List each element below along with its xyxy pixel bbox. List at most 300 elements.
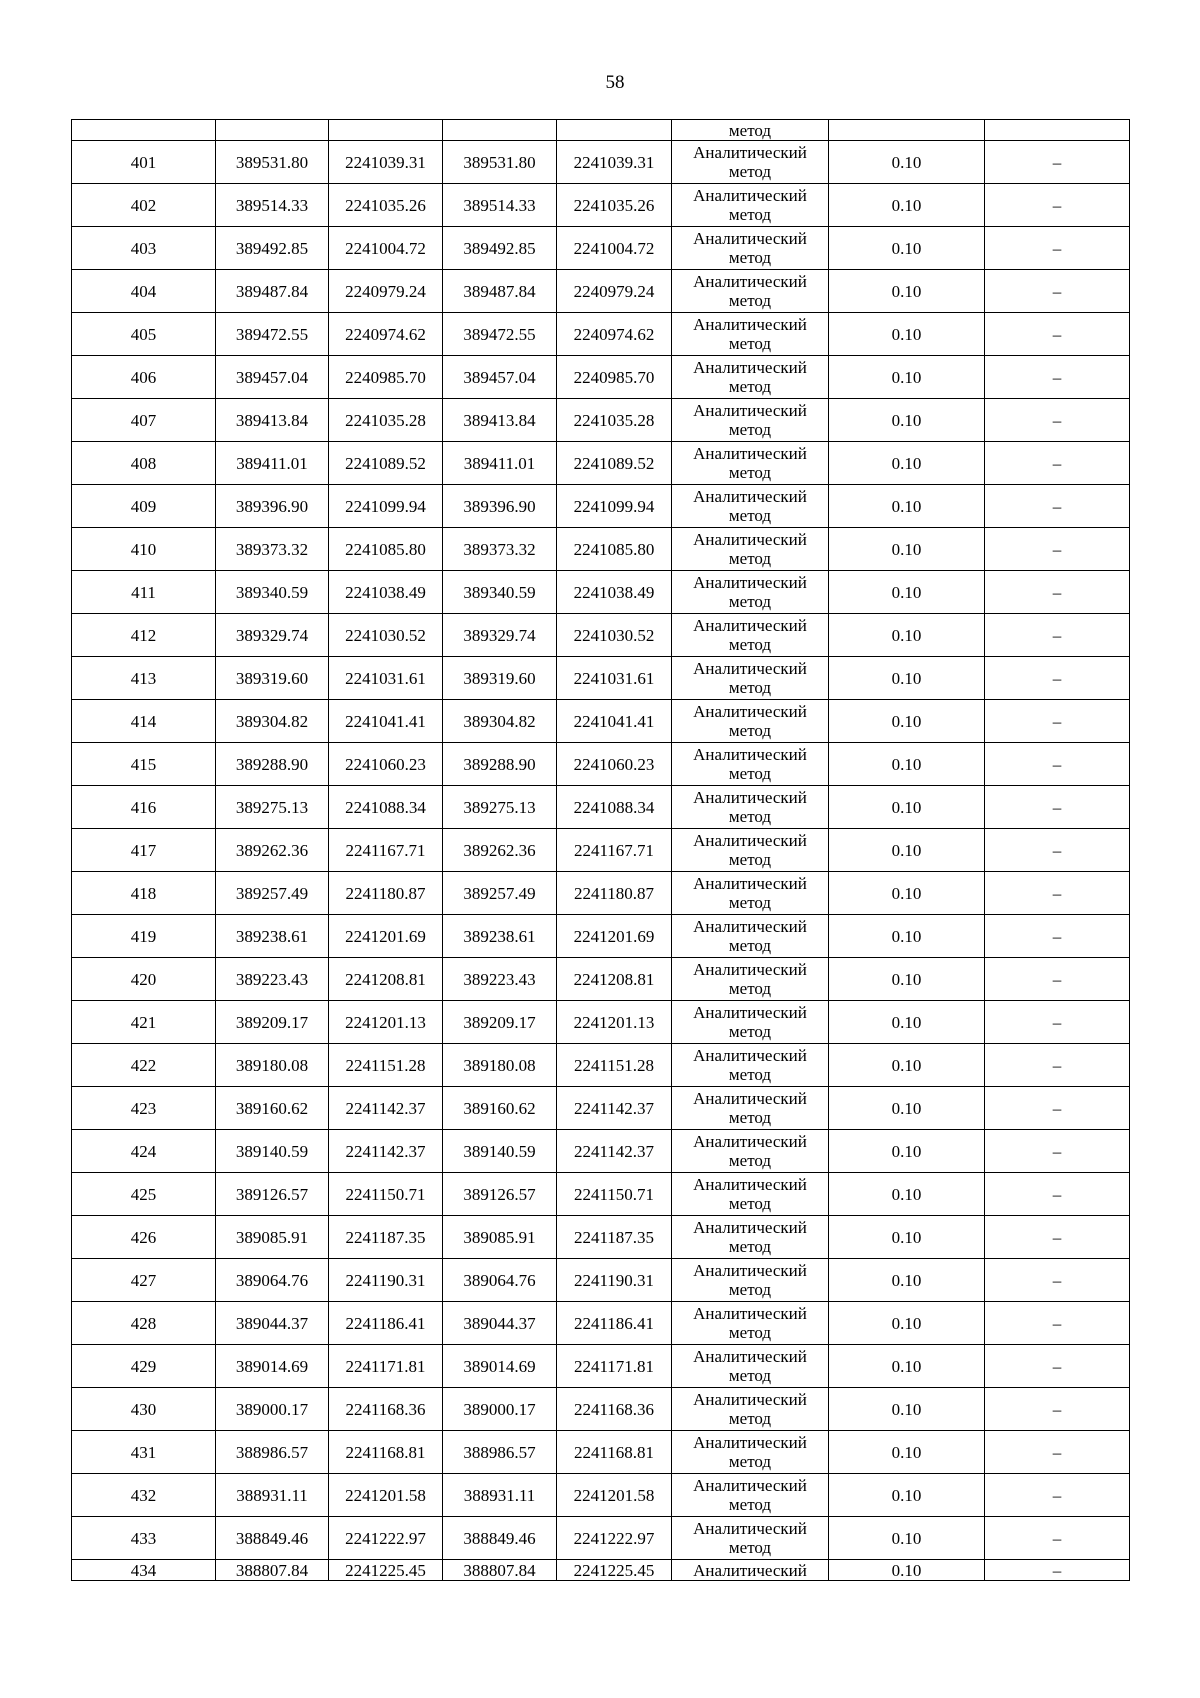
method-cell	[672, 141, 829, 184]
note-value: –	[985, 958, 1130, 1001]
x-coordinate: 389160.62	[216, 1087, 329, 1130]
y-coordinate: 2241089.52	[329, 442, 443, 485]
method-line: метод	[728, 979, 772, 998]
y-coordinate: 2241201.69	[329, 915, 443, 958]
table-row	[72, 958, 1130, 1001]
table-row	[72, 356, 1130, 399]
point-number: 427	[72, 1259, 216, 1302]
method-line: Аналитический	[693, 960, 807, 979]
note-value: –	[985, 915, 1130, 958]
table-row	[72, 313, 1130, 356]
accuracy-value: 0.10	[829, 1302, 985, 1345]
y-coordinate: 2241142.37	[329, 1130, 443, 1173]
method-line: метод	[728, 1495, 772, 1514]
method-cell	[672, 915, 829, 958]
x-coordinate: 389411.01	[216, 442, 329, 485]
y-coordinate: 2241151.28	[557, 1044, 672, 1087]
y-coordinate: 2240985.70	[329, 356, 443, 399]
method-line: Аналитический	[693, 358, 807, 377]
method-line: Аналитический	[693, 444, 807, 463]
table-row	[72, 227, 1130, 270]
x-coordinate: 389411.01	[443, 442, 557, 485]
method-line: метод	[728, 1409, 772, 1428]
table-row	[72, 571, 1130, 614]
method-line: метод	[728, 592, 772, 611]
table-row	[72, 1087, 1130, 1130]
x-coordinate: 389396.90	[443, 485, 557, 528]
y-coordinate: 2241085.80	[557, 528, 672, 571]
accuracy-value: 0.10	[829, 1087, 985, 1130]
y-coordinate: 2241038.49	[557, 571, 672, 614]
x-coordinate: 389319.60	[443, 657, 557, 700]
method-cell	[672, 1474, 829, 1517]
y-coordinate: 2241088.34	[329, 786, 443, 829]
point-number: 411	[72, 571, 216, 614]
x-coordinate: 389257.49	[216, 872, 329, 915]
x-coordinate: 389487.84	[443, 270, 557, 313]
y-coordinate: 2241186.41	[557, 1302, 672, 1345]
method-line: Аналитический	[693, 702, 807, 721]
y-coordinate: 2241004.72	[329, 227, 443, 270]
y-coordinate: 2241030.52	[329, 614, 443, 657]
note-value: –	[985, 657, 1130, 700]
point-number: 428	[72, 1302, 216, 1345]
note-value: –	[985, 1173, 1130, 1216]
method-cell	[672, 614, 829, 657]
x-coordinate: 389457.04	[216, 356, 329, 399]
x-coordinate: 389180.08	[443, 1044, 557, 1087]
point-number: 420	[72, 958, 216, 1001]
table-row	[72, 1517, 1130, 1560]
y-coordinate: 2241222.97	[557, 1517, 672, 1560]
method-line: Аналитический	[693, 1261, 807, 1280]
point-number: 416	[72, 786, 216, 829]
method-line: Аналитический	[693, 917, 807, 936]
accuracy-value: 0.10	[829, 872, 985, 915]
y-coordinate: 2241099.94	[329, 485, 443, 528]
method-line: Аналитический	[693, 487, 807, 506]
x-coordinate: 389044.37	[443, 1302, 557, 1345]
accuracy-value: 0.10	[829, 1044, 985, 1087]
x-coordinate: 389085.91	[216, 1216, 329, 1259]
point-number: 404	[72, 270, 216, 313]
x-coordinate: 389514.33	[216, 184, 329, 227]
method-line: метод	[728, 936, 772, 955]
y-coordinate: 2241180.87	[329, 872, 443, 915]
method-cell	[672, 442, 829, 485]
table-row	[72, 528, 1130, 571]
method-cell: Аналитический	[672, 1560, 829, 1581]
method-line: метод	[728, 1538, 772, 1557]
y-coordinate: 2241180.87	[557, 872, 672, 915]
empty-cell	[443, 120, 557, 141]
method-line: Аналитический	[693, 186, 807, 205]
y-coordinate: 2241208.81	[557, 958, 672, 1001]
method-cell	[672, 1044, 829, 1087]
x-coordinate: 389472.55	[443, 313, 557, 356]
method-cell: метод	[672, 120, 829, 141]
table-row	[72, 657, 1130, 700]
note-value: –	[985, 872, 1130, 915]
accuracy-value: 0.10	[829, 1517, 985, 1560]
point-number: 422	[72, 1044, 216, 1087]
method-line: метод	[728, 1108, 772, 1127]
method-cell	[672, 743, 829, 786]
note-value: –	[985, 1130, 1130, 1173]
accuracy-value: 0.10	[829, 1560, 985, 1581]
x-coordinate: 389457.04	[443, 356, 557, 399]
table-row	[72, 1259, 1130, 1302]
accuracy-value: 0.10	[829, 442, 985, 485]
method-line: метод	[728, 162, 772, 181]
y-coordinate: 2241171.81	[329, 1345, 443, 1388]
point-number: 418	[72, 872, 216, 915]
y-coordinate: 2241167.71	[557, 829, 672, 872]
method-line: Аналитический	[693, 1175, 807, 1194]
note-value: –	[985, 227, 1130, 270]
accuracy-value: 0.10	[829, 141, 985, 184]
method-line: Аналитический	[693, 616, 807, 635]
y-coordinate: 2241035.28	[557, 399, 672, 442]
note-value: –	[985, 1345, 1130, 1388]
method-line: Аналитический	[693, 272, 807, 291]
table-row	[72, 1474, 1130, 1517]
note-value: –	[985, 1001, 1130, 1044]
note-value: –	[985, 829, 1130, 872]
x-coordinate: 388931.11	[443, 1474, 557, 1517]
y-coordinate: 2240974.62	[329, 313, 443, 356]
x-coordinate: 389000.17	[216, 1388, 329, 1431]
table-row	[72, 786, 1130, 829]
y-coordinate: 2241168.81	[557, 1431, 672, 1474]
x-coordinate: 389275.13	[443, 786, 557, 829]
accuracy-value: 0.10	[829, 657, 985, 700]
y-coordinate: 2241171.81	[557, 1345, 672, 1388]
table-row	[72, 1302, 1130, 1345]
note-value: –	[985, 786, 1130, 829]
method-line: метод	[728, 635, 772, 654]
y-coordinate: 2241222.97	[329, 1517, 443, 1560]
table-row	[72, 1388, 1130, 1431]
y-coordinate: 2241201.13	[329, 1001, 443, 1044]
method-line: Аналитический	[693, 659, 807, 678]
note-value: –	[985, 1087, 1130, 1130]
table-row	[72, 743, 1130, 786]
point-number: 426	[72, 1216, 216, 1259]
y-coordinate: 2241150.71	[557, 1173, 672, 1216]
empty-cell	[329, 120, 443, 141]
method-line: Аналитический	[693, 401, 807, 420]
note-value: –	[985, 1560, 1130, 1581]
point-number: 432	[72, 1474, 216, 1517]
table-row	[72, 1044, 1130, 1087]
point-number: 405	[72, 313, 216, 356]
note-value: –	[985, 1517, 1130, 1560]
method-line: метод	[728, 377, 772, 396]
x-coordinate: 389014.69	[216, 1345, 329, 1388]
x-coordinate: 389223.43	[443, 958, 557, 1001]
accuracy-value: 0.10	[829, 313, 985, 356]
x-coordinate: 389531.80	[443, 141, 557, 184]
method-line: Аналитический	[693, 1089, 807, 1108]
accuracy-value: 0.10	[829, 1173, 985, 1216]
coordinates-table	[71, 119, 1130, 1581]
method-line: метод	[728, 248, 772, 267]
accuracy-value: 0.10	[829, 700, 985, 743]
y-coordinate: 2241041.41	[329, 700, 443, 743]
x-coordinate: 389413.84	[443, 399, 557, 442]
x-coordinate: 389340.59	[443, 571, 557, 614]
method-line: Аналитический	[693, 1304, 807, 1323]
method-line: метод	[728, 1237, 772, 1256]
y-coordinate: 2241030.52	[557, 614, 672, 657]
point-number: 424	[72, 1130, 216, 1173]
y-coordinate: 2241167.71	[329, 829, 443, 872]
x-coordinate: 389396.90	[216, 485, 329, 528]
method-line: Аналитический	[693, 530, 807, 549]
point-number: 433	[72, 1517, 216, 1560]
x-coordinate: 389209.17	[216, 1001, 329, 1044]
note-value: –	[985, 270, 1130, 313]
x-coordinate: 389140.59	[443, 1130, 557, 1173]
point-number: 406	[72, 356, 216, 399]
method-line: метод	[728, 291, 772, 310]
x-coordinate: 389373.32	[443, 528, 557, 571]
page-number: 58	[605, 72, 625, 93]
method-line: метод	[728, 1452, 772, 1471]
point-number: 425	[72, 1173, 216, 1216]
y-coordinate: 2241089.52	[557, 442, 672, 485]
accuracy-value: 0.10	[829, 743, 985, 786]
point-number: 415	[72, 743, 216, 786]
table-row	[72, 1001, 1130, 1044]
note-value: –	[985, 313, 1130, 356]
method-cell	[672, 1087, 829, 1130]
method-cell	[672, 1173, 829, 1216]
table-row	[72, 872, 1130, 915]
y-coordinate: 2241225.45	[329, 1560, 443, 1581]
x-coordinate: 389140.59	[216, 1130, 329, 1173]
y-coordinate: 2241142.37	[329, 1087, 443, 1130]
method-line: метод	[728, 334, 772, 353]
y-coordinate: 2240974.62	[557, 313, 672, 356]
coordinates-table-body	[72, 120, 1130, 1581]
y-coordinate: 2240985.70	[557, 356, 672, 399]
table-row	[72, 614, 1130, 657]
accuracy-value: 0.10	[829, 786, 985, 829]
y-coordinate: 2241201.58	[329, 1474, 443, 1517]
empty-cell	[985, 120, 1130, 141]
point-number: 430	[72, 1388, 216, 1431]
x-coordinate: 388807.84	[443, 1560, 557, 1581]
x-coordinate: 389531.80	[216, 141, 329, 184]
y-coordinate: 2241031.61	[329, 657, 443, 700]
method-cell	[672, 829, 829, 872]
note-value: –	[985, 1388, 1130, 1431]
method-cell	[672, 1001, 829, 1044]
method-line: метод	[728, 420, 772, 439]
note-value: –	[985, 485, 1130, 528]
point-number: 412	[72, 614, 216, 657]
x-coordinate: 389288.90	[443, 743, 557, 786]
y-coordinate: 2241038.49	[329, 571, 443, 614]
x-coordinate: 388807.84	[216, 1560, 329, 1581]
accuracy-value: 0.10	[829, 1259, 985, 1302]
x-coordinate: 389262.36	[216, 829, 329, 872]
point-number: 434	[72, 1560, 216, 1581]
note-value: –	[985, 1216, 1130, 1259]
note-value: –	[985, 184, 1130, 227]
table-row	[72, 915, 1130, 958]
method-line: метод	[728, 1022, 772, 1041]
y-coordinate: 2241004.72	[557, 227, 672, 270]
table-row	[72, 141, 1130, 184]
y-coordinate: 2241225.45	[557, 1560, 672, 1581]
method-cell	[672, 1130, 829, 1173]
y-coordinate: 2241041.41	[557, 700, 672, 743]
y-coordinate: 2241190.31	[557, 1259, 672, 1302]
table-row	[72, 270, 1130, 313]
method-cell	[672, 958, 829, 1001]
accuracy-value: 0.10	[829, 270, 985, 313]
method-cell	[672, 1302, 829, 1345]
note-value: –	[985, 1474, 1130, 1517]
table-row	[72, 485, 1130, 528]
method-line: Аналитический	[693, 1519, 807, 1538]
accuracy-value: 0.10	[829, 399, 985, 442]
accuracy-value: 0.10	[829, 1388, 985, 1431]
method-line: Аналитический	[693, 788, 807, 807]
method-cell	[672, 227, 829, 270]
x-coordinate: 389304.82	[443, 700, 557, 743]
table-row	[72, 1431, 1130, 1474]
y-coordinate: 2241208.81	[329, 958, 443, 1001]
method-line: Аналитический	[693, 874, 807, 893]
table-row	[72, 1173, 1130, 1216]
method-line: метод	[728, 850, 772, 869]
y-coordinate: 2241187.35	[329, 1216, 443, 1259]
point-number: 409	[72, 485, 216, 528]
accuracy-value: 0.10	[829, 227, 985, 270]
x-coordinate: 389329.74	[216, 614, 329, 657]
accuracy-value: 0.10	[829, 1474, 985, 1517]
method-line: Аналитический	[693, 315, 807, 334]
point-number: 414	[72, 700, 216, 743]
y-coordinate: 2241039.31	[557, 141, 672, 184]
x-coordinate: 389304.82	[216, 700, 329, 743]
accuracy-value: 0.10	[829, 614, 985, 657]
y-coordinate: 2241035.28	[329, 399, 443, 442]
y-coordinate: 2241035.26	[557, 184, 672, 227]
y-coordinate: 2241168.36	[557, 1388, 672, 1431]
method-cell	[672, 1216, 829, 1259]
method-cell	[672, 528, 829, 571]
x-coordinate: 389373.32	[216, 528, 329, 571]
x-coordinate: 389487.84	[216, 270, 329, 313]
y-coordinate: 2241085.80	[329, 528, 443, 571]
table-row	[72, 829, 1130, 872]
method-line: метод	[728, 1065, 772, 1084]
method-line: Аналитический	[693, 1347, 807, 1366]
x-coordinate: 389319.60	[216, 657, 329, 700]
table-row	[72, 399, 1130, 442]
accuracy-value: 0.10	[829, 915, 985, 958]
x-coordinate: 389492.85	[216, 227, 329, 270]
x-coordinate: 389413.84	[216, 399, 329, 442]
method-line: Аналитический	[693, 1046, 807, 1065]
y-coordinate: 2241151.28	[329, 1044, 443, 1087]
x-coordinate: 389262.36	[443, 829, 557, 872]
y-coordinate: 2241142.37	[557, 1087, 672, 1130]
y-coordinate: 2241201.58	[557, 1474, 672, 1517]
point-number: 423	[72, 1087, 216, 1130]
x-coordinate: 388931.11	[216, 1474, 329, 1517]
empty-cell	[829, 120, 985, 141]
note-value: –	[985, 141, 1130, 184]
y-coordinate: 2241035.26	[329, 184, 443, 227]
method-cell	[672, 270, 829, 313]
method-line: Аналитический	[693, 1003, 807, 1022]
method-cell	[672, 313, 829, 356]
method-line: метод	[728, 1366, 772, 1385]
y-coordinate: 2241039.31	[329, 141, 443, 184]
y-coordinate: 2241201.13	[557, 1001, 672, 1044]
accuracy-value: 0.10	[829, 528, 985, 571]
accuracy-value: 0.10	[829, 356, 985, 399]
x-coordinate: 389000.17	[443, 1388, 557, 1431]
method-line: Аналитический	[693, 143, 807, 162]
method-cell	[672, 399, 829, 442]
accuracy-value: 0.10	[829, 1431, 985, 1474]
y-coordinate: 2240979.24	[557, 270, 672, 313]
note-value: –	[985, 571, 1130, 614]
y-coordinate: 2241060.23	[329, 743, 443, 786]
x-coordinate: 388986.57	[216, 1431, 329, 1474]
accuracy-value: 0.10	[829, 958, 985, 1001]
note-value: –	[985, 1044, 1130, 1087]
method-line: метод	[728, 1194, 772, 1213]
method-cell	[672, 485, 829, 528]
method-cell	[672, 657, 829, 700]
x-coordinate: 389126.57	[216, 1173, 329, 1216]
x-coordinate: 389014.69	[443, 1345, 557, 1388]
method-line: метод	[728, 1323, 772, 1342]
x-coordinate: 389126.57	[443, 1173, 557, 1216]
point-number: 401	[72, 141, 216, 184]
x-coordinate: 389238.61	[216, 915, 329, 958]
y-coordinate: 2241186.41	[329, 1302, 443, 1345]
point-number: 413	[72, 657, 216, 700]
method-line: метод	[728, 807, 772, 826]
y-coordinate: 2241150.71	[329, 1173, 443, 1216]
point-number: 403	[72, 227, 216, 270]
method-cell	[672, 872, 829, 915]
method-line: Аналитический	[693, 229, 807, 248]
method-line: метод	[728, 764, 772, 783]
y-coordinate: 2241168.81	[329, 1431, 443, 1474]
method-line: Аналитический	[693, 1132, 807, 1151]
table-row	[72, 442, 1130, 485]
note-value: –	[985, 1431, 1130, 1474]
y-coordinate: 2241201.69	[557, 915, 672, 958]
x-coordinate: 389085.91	[443, 1216, 557, 1259]
table-row	[72, 700, 1130, 743]
point-number: 419	[72, 915, 216, 958]
point-number: 407	[72, 399, 216, 442]
x-coordinate: 389044.37	[216, 1302, 329, 1345]
x-coordinate: 389238.61	[443, 915, 557, 958]
empty-cell	[72, 120, 216, 141]
